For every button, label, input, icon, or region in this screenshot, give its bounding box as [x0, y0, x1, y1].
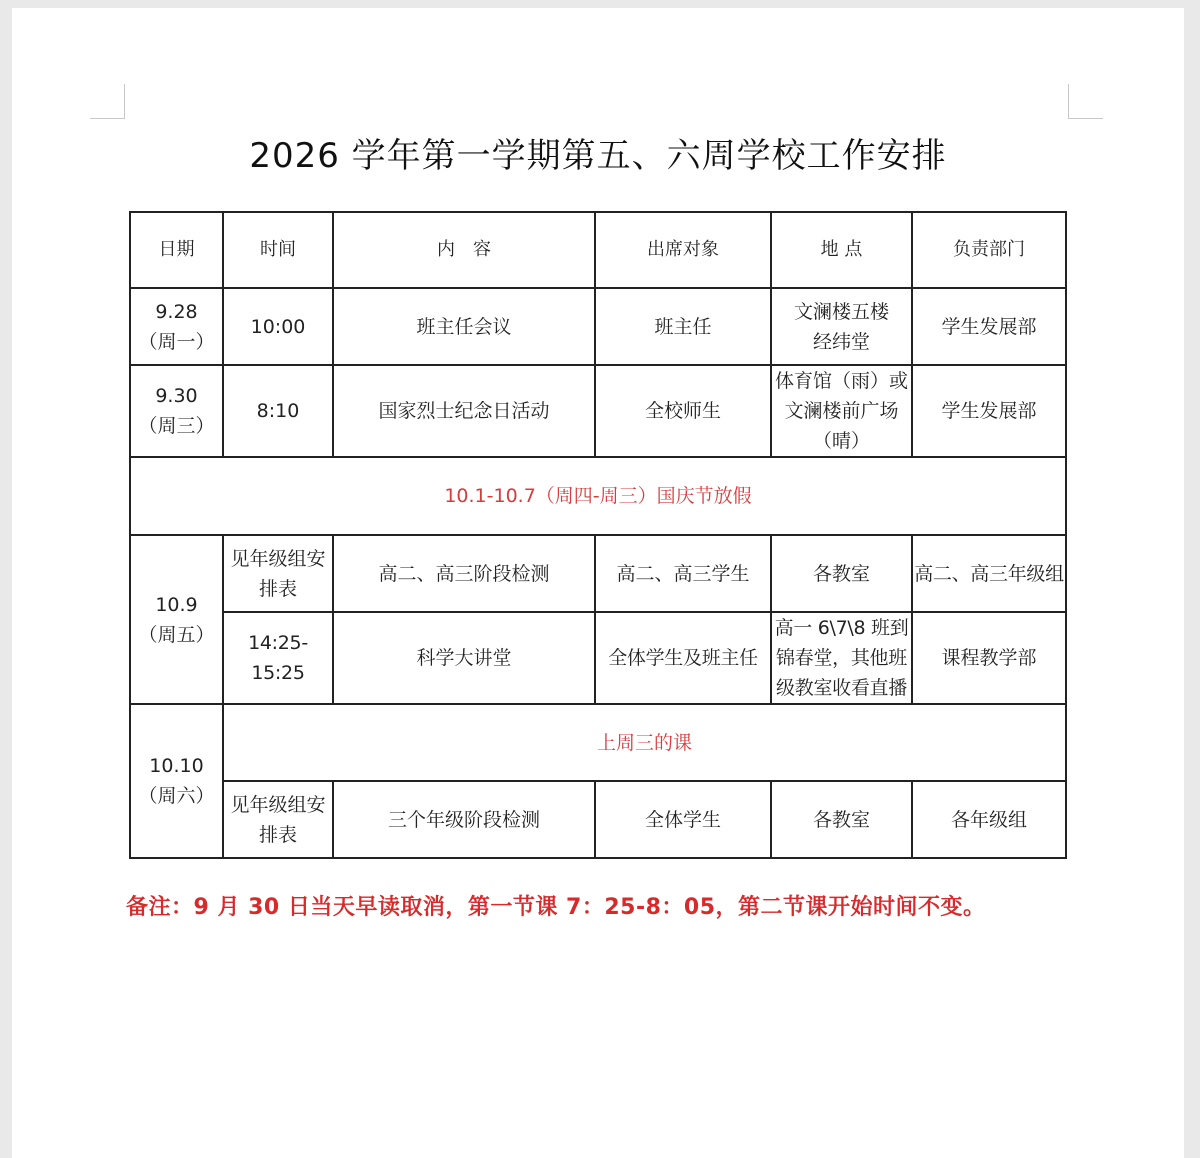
- cell-department: 高二、高三年级组: [912, 535, 1066, 612]
- page-margin-mark-top-right: [1068, 84, 1103, 119]
- table-row: [130, 704, 1066, 781]
- document-title: 2026 学年第一学期第五、六周学校工作安排: [249, 136, 947, 176]
- header-content: 内 容: [333, 212, 595, 288]
- cell-date: [130, 704, 223, 858]
- holiday-row: [130, 457, 1066, 535]
- location-line: 文澜楼前广场: [784, 400, 899, 422]
- cell-location: [771, 365, 912, 457]
- cell-content: 班主任会议: [333, 288, 595, 365]
- weekday-line: （周六）: [138, 785, 215, 807]
- cell-department: 各年级组: [912, 781, 1066, 858]
- time-line: 排表: [258, 823, 297, 846]
- cell-time: [223, 535, 333, 612]
- location-line: （晴）: [812, 430, 870, 452]
- weekday-line: （周三）: [138, 415, 215, 437]
- document-page: [12, 8, 1184, 1158]
- schedule-banner: 上周三的课: [223, 704, 1066, 781]
- cell-attendees: 班主任: [595, 288, 771, 365]
- cell-date: [130, 288, 223, 365]
- holiday-notice: 10.1-10.7（周四-周三）国庆节放假: [130, 457, 1066, 535]
- cell-attendees: 全体学生及班主任: [595, 612, 771, 704]
- cell-attendees: 高二、高三学生: [595, 535, 771, 612]
- table-row: [130, 781, 1066, 858]
- cell-department: 课程教学部: [912, 612, 1066, 704]
- table-row: [130, 612, 1066, 704]
- header-attendees: 出席对象: [595, 212, 771, 288]
- cell-location: [771, 288, 912, 365]
- location-line: 锦春堂，其他班: [776, 647, 907, 669]
- page-margin-mark-top-left: [90, 84, 125, 119]
- cell-content: 国家烈士纪念日活动: [333, 365, 595, 457]
- cell-date: [130, 365, 223, 457]
- cell-time: 14:25-15:25: [223, 612, 333, 704]
- footnote-remark: 备注：9 月 30 日当天早读取消，第一节课 7：25-8：05，第二节课开始时间不变。: [126, 895, 986, 920]
- cell-content: 三个年级阶段检测: [333, 781, 595, 858]
- cell-time: 8:10: [223, 365, 333, 457]
- location-line: 文澜楼五楼: [793, 300, 889, 323]
- table-header-row: [130, 212, 1066, 288]
- cell-date: [130, 535, 223, 704]
- table-row: [130, 365, 1066, 457]
- date-line: 9.30: [155, 385, 198, 407]
- date-line: 10.9: [155, 593, 198, 616]
- cell-department: 学生发展部: [912, 288, 1066, 365]
- cell-attendees: 全体学生: [595, 781, 771, 858]
- weekday-line: （周一）: [138, 330, 215, 353]
- cell-location: [771, 612, 912, 704]
- header-department: 负责部门: [912, 212, 1066, 288]
- header-location: 地 点: [771, 212, 912, 288]
- time-line: 排表: [258, 577, 297, 600]
- schedule-table: [129, 211, 1067, 859]
- location-line: 经纬堂: [812, 330, 870, 353]
- cell-location: 各教室: [771, 535, 912, 612]
- header-time: 时间: [223, 212, 333, 288]
- table-row: [130, 535, 1066, 612]
- cell-attendees: 全校师生: [595, 365, 771, 457]
- date-line: 10.10: [149, 755, 204, 777]
- time-line: 见年级组安: [230, 547, 326, 570]
- cell-location: 各教室: [771, 781, 912, 858]
- cell-time: [223, 781, 333, 858]
- cell-department: 学生发展部: [912, 365, 1066, 457]
- location-line: 级教室收看直播: [776, 677, 907, 699]
- date-line: 9.28: [155, 300, 198, 323]
- cell-content: 高二、高三阶段检测: [333, 535, 595, 612]
- table-row: [130, 288, 1066, 365]
- location-line: 高一 6\7\8 班到: [774, 617, 909, 639]
- cell-content: 科学大讲堂: [333, 612, 595, 704]
- location-line: 体育馆（雨）或: [774, 370, 908, 392]
- header-date: 日期: [130, 212, 223, 288]
- time-line: 见年级组安: [230, 793, 326, 816]
- weekday-line: （周五）: [138, 623, 215, 646]
- cell-time: 10:00: [223, 288, 333, 365]
